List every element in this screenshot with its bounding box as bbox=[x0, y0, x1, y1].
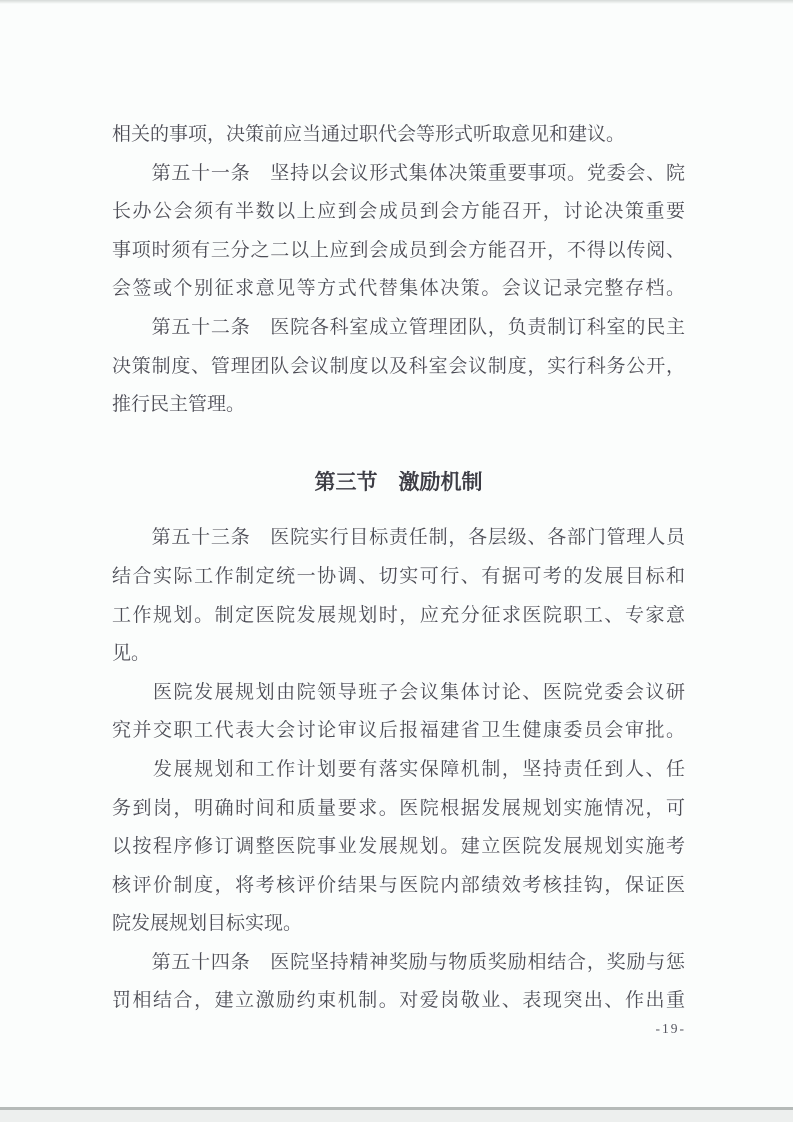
document-body bbox=[112, 116, 685, 1021]
text-line: 究并交职工代表大会讨论审议后报福建省卫生健康委员会审批。 bbox=[112, 720, 685, 742]
text-line: 第五十二条 医院各科室成立管理团队，负责制订科室的民主 bbox=[112, 316, 685, 338]
text-line: 相关的事项，决策前应当通过职代会等形式听取意见和建议。 bbox=[112, 124, 626, 145]
text-line: 推行民主管理。 bbox=[112, 394, 246, 416]
scan-edge-top bbox=[0, 0, 793, 4]
text-line: 第五十四条 医院坚持精神奖励与物质奖励相结合，奖励与惩 bbox=[112, 951, 685, 973]
text-line: 长办公会须有半数以上应到会成员到会方能召开，讨论决策重要 bbox=[112, 201, 685, 223]
text-line: 核评价制度，将考核评价结果与医院内部绩效考核挂钩，保证医 bbox=[112, 874, 685, 896]
text-line: 罚相结合，建立激励约束机制。对爱岗敬业、表现突出、作出重 bbox=[112, 990, 685, 1012]
section-heading: 第三节 激励机制 bbox=[314, 470, 483, 495]
text-line: 决策制度、管理团队会议制度以及科室会议制度，实行科务公开， bbox=[112, 355, 685, 377]
text-line: 发展规划和工作计划要有落实保障机制，坚持责任到人、任 bbox=[112, 758, 685, 780]
text-line: 第五十一条 坚持以会议形式集体决策重要事项。党委会、院 bbox=[112, 162, 685, 184]
text-line: 结合实际工作制定统一协调、切实可行、有据可考的发展目标和 bbox=[112, 565, 685, 587]
text-line: 第五十三条 医院实行目标责任制，各层级、各部门管理人员 bbox=[112, 527, 685, 549]
text-line: 院发展规划目标实现。 bbox=[112, 913, 303, 935]
text-line: 见。 bbox=[112, 643, 151, 665]
text-line: 会签或个别征求意见等方式代替集体决策。会议记录完整存档。 bbox=[112, 278, 685, 300]
text-line: 务到岗，明确时间和质量要求。医院根据发展规划实施情况，可 bbox=[112, 797, 685, 819]
text-line: 以按程序修订调整医院事业发展规划。建立医院发展规划实施考 bbox=[112, 836, 685, 858]
text-line: 医院发展规划由院领导班子会议集体讨论、医院党委会议研 bbox=[112, 681, 685, 703]
text-line: 事项时须有三分之二以上应到会成员到会方能召开，不得以传阅、 bbox=[112, 239, 685, 261]
scan-edge-bottom bbox=[0, 1107, 793, 1122]
text-line: 工作规划。制定医院发展规划时，应充分征求医院职工、专家意 bbox=[112, 604, 685, 626]
page-number: -19- bbox=[655, 1021, 686, 1036]
